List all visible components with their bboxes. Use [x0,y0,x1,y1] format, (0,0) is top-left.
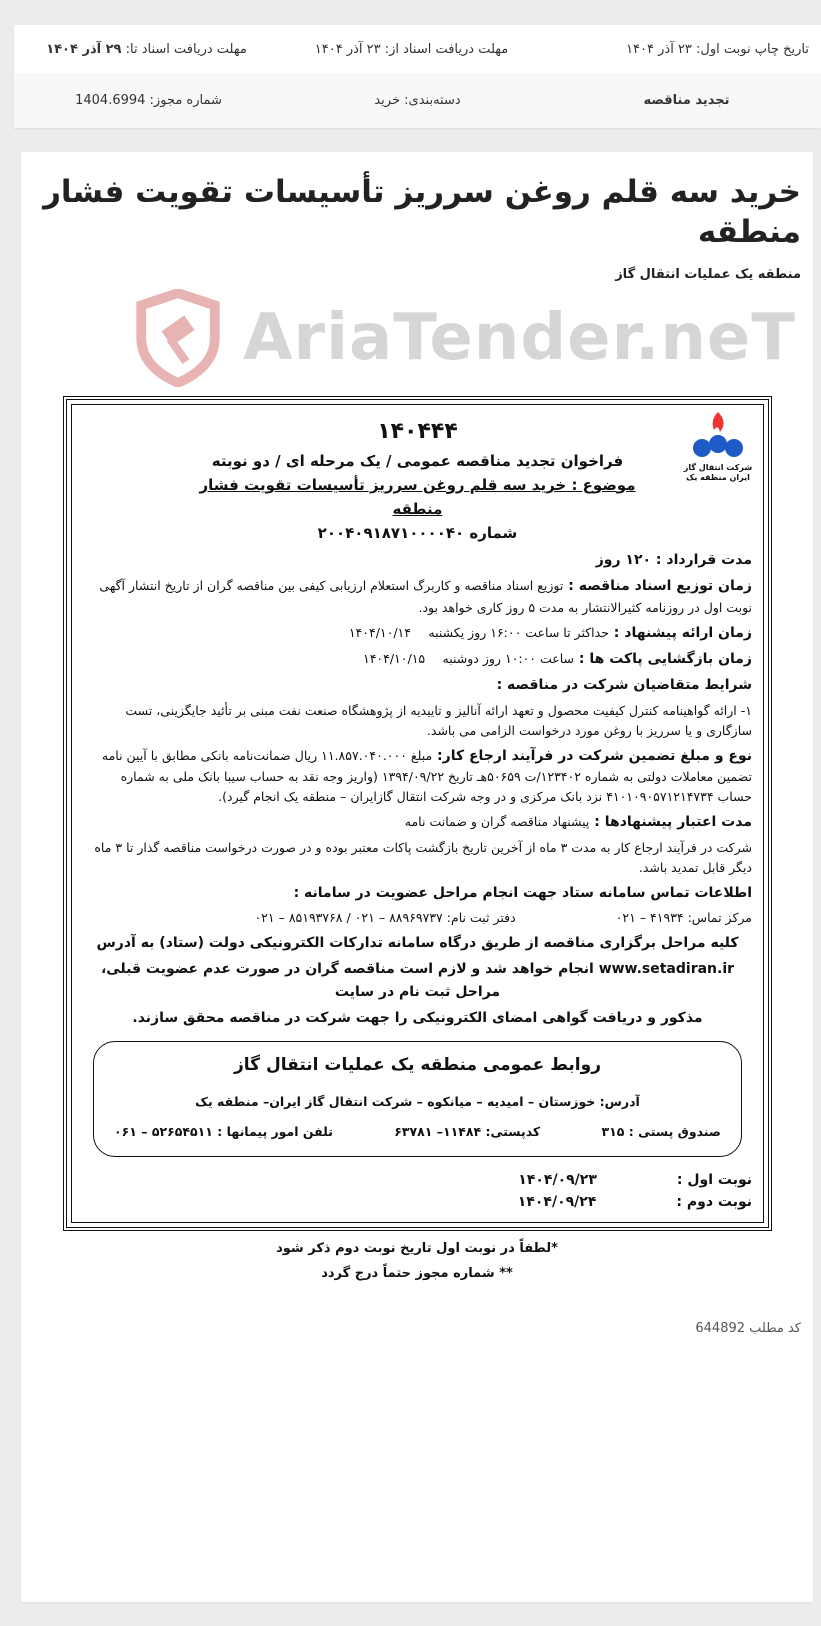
organization: منطقه یک عملیات انتقال گاز [615,266,801,282]
offer-text: حداکثر تا ساعت ۱۶:۰۰ روز یکشنبه [428,624,609,640]
print-date: تاریخ چاپ نوبت اول: ۲۳ آذر ۱۴۰۴ [626,41,809,57]
doc-to-value: ۲۹ آذر ۱۴۰۴ [46,41,122,57]
doc-to [14,42,279,57]
tender-type [552,93,821,108]
dist-text: توزیع اسناد مناقصه و کاربرگ استعلام ارزیابی کیفی بین مناقصه گران از تاریخ انتشار آگهی نوبت اول در روزنامه کثیرالانتشار به مدت ۵ روز کاری خواهد بود. [99,578,752,615]
permit-number: شماره مجوز: 1404.6994 [75,93,222,108]
article-code: کد مطلب 644892 [695,1321,801,1337]
open-text: ساعت ۱۰:۰۰ روز دوشنبه [442,650,575,666]
duration-label: مدت قرارداد : [651,551,752,568]
category: دسته‌بندی: خرید [374,93,461,108]
note-2: ** شماره مجوز حتماً درج گردد [321,1266,513,1282]
tender-type-label: تجدید مناقصه [643,93,730,108]
page-title: خرید سه قلم روغن سرریز تأسیسات تقویت فشار منطقه [43,174,801,251]
open-label: زمان بازگشایی پاکت ها : [574,650,752,667]
dist-label: زمان توزیع اسناد مناقصه : [563,578,752,595]
publish-dates [83,1169,752,1214]
condition-1: ۱- ارائه گواهینامه کنترل کیفیت محصول و تعهد ارائه آنالیز و تاییدیه از پژوهشگاه صنعت نفت مبنی بر تأئید جایگزینی، تست سازگاری و یا سرریز با روغن مورد درخواست الزامی می باشد. [125,702,752,738]
notice-subject: موضوع : خرید سه قلم روغن سرریز تأسیسات تقویت فشار منطقه [199,475,636,518]
contact-office: دفتر ثبت نام: ۸۸۹۶۹۷۳۷ – ۰۲۱ / ۸۵۱۹۳۷۶۸ – ۰۲۱ [254,909,516,925]
tender-content-card [21,152,813,1602]
setad-line-2: www.setadiran.ir انجام خواهد شد و لازم است مناقصه گران در صورت عدم عضویت قبلی، مراحل ثبت نام در سایت [100,961,735,1000]
postcode: کدپستی: ۱۱۴۸۴– ۶۳۷۸۱ [394,1123,541,1139]
conditions-label: شرایط متقاضیان شرکت در مناقصه : [496,677,752,694]
guarantee-text: مبلغ ۱۱.۸۵۷.۰۴۰.۰۰۰ ریال ضمانت‌نامه بانکی مطابق با آیین نامه تضمین معاملات دولتی به شماره ۱۲۳۴۰۲/ت ۵۰۶۵۹هـ تاریخ ۱۳۹۴/۰۹/۲۲ (واریز وجه نقد به حساب سیبا بانک ملی به شماره حساب ۴۱۰۱۰۹۰۵۷۱۲۱۴۷۳۴ نزد بانک مرکزی و در وجه شرکت انتقال گازایران – منطقه یک انجام گیرد). [101,747,752,805]
pr-title: روابط عمومی منطقه یک عملیات انتقال گاز [234,1055,601,1076]
logo-caption: شرکت انتقال گاز ایران منطقه یک [683,462,753,483]
setad-line-3: مذکور و دریافت گواهی امضای الکترونیکی را جهت شرکت در مناقصه محقق سازند. [132,1010,703,1027]
doc-from: مهلت دریافت اسناد از: ۲۳ آذر ۱۴۰۴ [314,41,509,57]
second-date: ۱۴۰۴/۰۹/۲۴ [517,1194,597,1211]
contact-center: مرکز تماس: ۴۱۹۳۴ – ۰۲۱ [615,909,752,925]
first-label: نوبت اول : [676,1171,752,1188]
second-label: نوبت دوم : [676,1194,752,1211]
validity-text: پیشنهاد مناقصه گران و ضمانت نامه [404,814,590,830]
notice-number: ۱۴۰۴۴۴ [377,418,458,444]
note-1: *لطفاً در نوبت اول تاریخ نوبت دوم ذکر شود [276,1241,558,1257]
contracts-phone: تلفن امور پیمانها : ۵۲۶۵۴۵۱۱ – ۰۶۱ [114,1123,333,1139]
po-box: صندوق پستی : ۳۱۵ [601,1123,721,1139]
doc-to-label: مهلت دریافت اسناد تا: [121,41,247,57]
offer-date: ۱۴۰۴/۱۰/۱۴ [348,624,411,640]
validity-label: مدت اعتبار پیشنهادها : [589,814,752,831]
notice-call: فراخوان تجدید مناقصه عمومی / یک مرحله ای / دو نوبته [211,451,624,470]
offer-label: زمان ارائه پیشنهاد : [608,624,752,641]
guarantee-label: نوع و مبلغ تضمین شرکت در فرآیند ارجاع کار: [432,747,752,764]
public-relations-box [93,1041,742,1156]
tender-notice-image [63,396,772,1232]
validity-detail: شرکت در فرآیند ارجاع کار به مدت ۳ ماه از آخرین تاریخ بازگشت پاکات معتبر بوده و در صورت درخواست مناقصه گذار تا ۳ ماه دیگر قابل تمدید باشد. [94,839,752,875]
tender-info-card [14,25,821,128]
setad-line-1: کلیه مراحل برگزاری مناقصه از طریق درگاه سامانه تدارکات الکترونیکی دولت (ستاد) به آدرس [96,934,739,951]
company-logo [682,410,754,484]
contact-label: اطلاعات تماس سامانه ستاد جهت انجام مراحل عضویت در سامانه : [293,884,752,901]
tender-number: شماره ۲۰۰۴۰۹۱۸۷۱۰۰۰۰۴۰ [317,523,518,542]
address: آدرس: خوزستان – امیدیه – میانکوه – شرکت انتقال گاز ایران– منطقه یک [195,1093,640,1109]
first-date: ۱۴۰۴/۰۹/۲۳ [518,1171,597,1188]
open-date: ۱۴۰۴/۱۰/۱۵ [362,650,426,666]
watermark [33,288,801,388]
watermark-text: AriaTender.neT [243,300,796,375]
gas-flame-logo-icon [688,410,748,460]
duration: ۱۲۰ روز [595,551,652,568]
ariatender-logo-icon [133,289,223,387]
